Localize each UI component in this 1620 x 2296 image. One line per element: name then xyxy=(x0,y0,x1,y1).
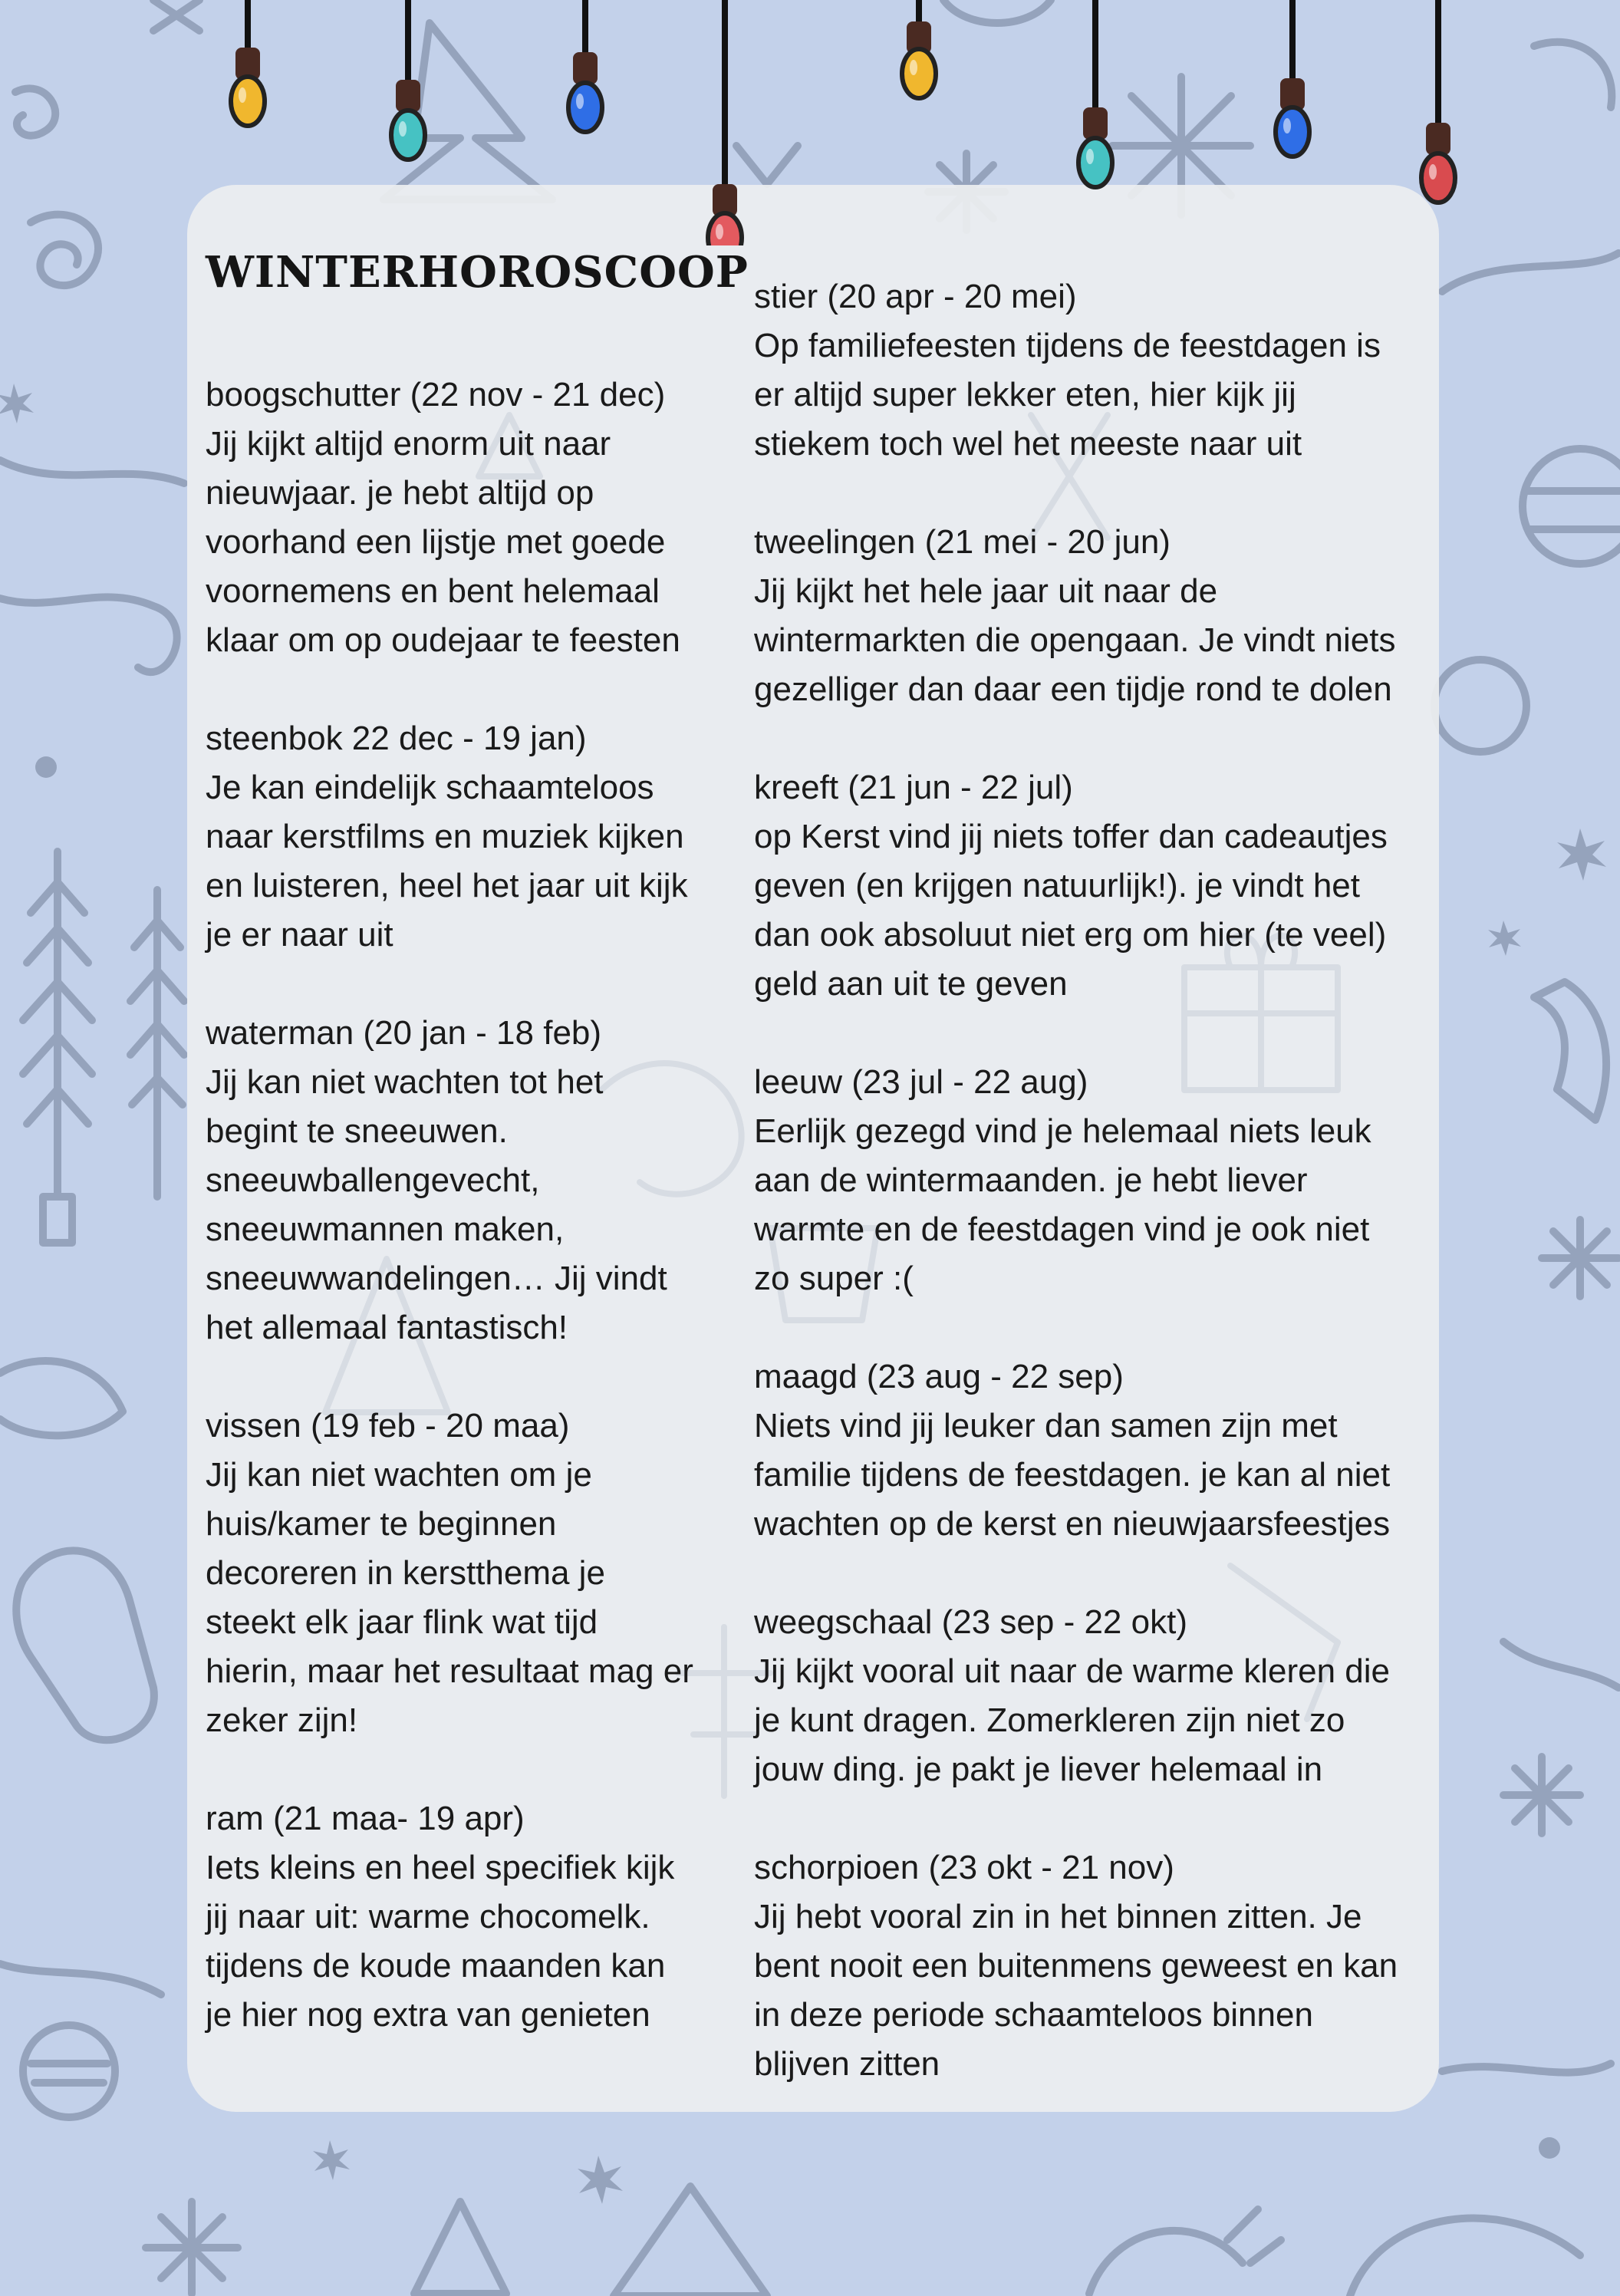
sign-text-line: aan de wintermaanden. je hebt liever xyxy=(754,1161,1308,1199)
sign-text-line: er altijd super lekker eten, hier kijk jij xyxy=(754,376,1296,413)
sign-text-line: wachten op de kerst en nieuwjaarsfeestjes xyxy=(754,1505,1391,1543)
sign-text-line: wintermarkten die opengaan. Je vindt niets xyxy=(754,621,1396,659)
sign-text-line: je kunt dragen. Zomerkleren zijn niet zo xyxy=(754,1701,1345,1739)
sign-text-line: je er naar uit xyxy=(206,916,393,954)
horoscope-entry xyxy=(206,1009,735,1352)
sign-text-line: tijdens de koude maanden kan xyxy=(206,1947,666,1985)
sign-text-line: decoreren in kerstthema je xyxy=(206,1554,605,1592)
sign-heading: waterman (20 jan - 18 feb) xyxy=(206,1014,602,1052)
horoscope-entry xyxy=(206,1794,735,2040)
sign-text-line: sneeuwwandelingen… Jij vindt xyxy=(206,1260,667,1297)
sign-text-line: bent nooit een buitenmens geweest en kan xyxy=(754,1947,1398,1985)
sign-text-line: Jij kan niet wachten om je xyxy=(206,1456,592,1494)
sign-text-line: steekt elk jaar flink wat tijd xyxy=(206,1603,598,1641)
sign-heading: tweelingen (21 mei - 20 jun) xyxy=(754,523,1171,561)
sign-heading: vissen (19 feb - 20 maa) xyxy=(206,1407,570,1444)
sign-heading: weegschaal (23 sep - 22 okt) xyxy=(754,1603,1187,1641)
sign-heading: steenbok 22 dec - 19 jan) xyxy=(206,720,587,757)
sign-text-line: zo super :( xyxy=(754,1260,914,1297)
sign-text-line: Jij kijkt vooral uit naar de warme kleren die xyxy=(754,1652,1391,1690)
horoscope-entry xyxy=(754,1352,1437,1549)
horoscope-entry xyxy=(754,1843,1437,2089)
horoscope-entry xyxy=(206,714,735,960)
sign-text-line: Jij kijkt het hele jaar uit naar de xyxy=(754,572,1218,610)
sign-text-line: het allemaal fantastisch! xyxy=(206,1309,568,1346)
sign-text-line: dan ook absoluut niet erg om hier (te veel) xyxy=(754,916,1387,954)
sign-text-line: voorhand een lijstje met goede xyxy=(206,523,666,561)
horoscope-entry xyxy=(754,1058,1437,1303)
sign-text-line: warmte en de feestdagen vind je ook niet xyxy=(754,1211,1370,1248)
sign-text-line: jij naar uit: warme chocomelk. xyxy=(206,1898,650,1935)
sign-heading: boogschutter (22 nov - 21 dec) xyxy=(206,376,666,413)
sign-text-line: Niets vind jij leuker dan samen zijn met xyxy=(754,1407,1338,1444)
sign-heading: maagd (23 aug - 22 sep) xyxy=(754,1358,1124,1395)
sign-heading: stier (20 apr - 20 mei) xyxy=(754,278,1077,315)
sign-text-line: sneeuwmannen maken, xyxy=(206,1211,565,1248)
sign-text-line: en luisteren, heel het jaar uit kijk xyxy=(206,867,688,904)
sign-text-line: zeker zijn! xyxy=(206,1701,358,1739)
horoscope-entry xyxy=(206,1402,735,1745)
sign-text-line: klaar om op oudejaar te feesten xyxy=(206,621,680,659)
sign-text-line: in deze periode schaamteloos binnen xyxy=(754,1996,1313,2034)
sign-heading: leeuw (23 jul - 22 aug) xyxy=(754,1063,1088,1101)
sign-text-line: blijven zitten xyxy=(754,2045,940,2083)
sign-text-line: geld aan uit te geven xyxy=(754,965,1068,1003)
sign-heading: schorpioen (23 okt - 21 nov) xyxy=(754,1849,1174,1886)
sign-text-line: naar kerstfilms en muziek kijken xyxy=(206,818,684,855)
horoscope-entry xyxy=(754,763,1437,1009)
sign-text-line: je hier nog extra van genieten xyxy=(206,1996,650,2034)
sign-text-line: Jij kan niet wachten tot het xyxy=(206,1063,604,1101)
sign-text-line: stiekem toch wel het meeste naar uit xyxy=(754,425,1302,463)
sign-text-line: sneeuwballengevecht, xyxy=(206,1161,540,1199)
sign-text-line: geven (en krijgen natuurlijk!). je vindt het xyxy=(754,867,1360,904)
horoscope-column-left xyxy=(206,371,735,2089)
horoscope-entry xyxy=(754,272,1437,469)
sign-text-line: op Kerst vind jij niets toffer dan cadeautjes xyxy=(754,818,1388,855)
sign-text-line: Jij kijkt altijd enorm uit naar xyxy=(206,425,611,463)
sign-text-line: Je kan eindelijk schaamteloos xyxy=(206,769,654,806)
horoscope-column-right xyxy=(754,272,1437,2138)
sign-text-line: begint te sneeuwen. xyxy=(206,1112,508,1150)
sign-text-line: voornemens en bent helemaal xyxy=(206,572,660,610)
sign-text-line: Iets kleins en heel specifiek kijk xyxy=(206,1849,675,1886)
sign-text-line: jouw ding. je pakt je liever helemaal in xyxy=(754,1751,1323,1788)
sign-text-line: familie tijdens de feestdagen. je kan al niet xyxy=(754,1456,1391,1494)
string-lights xyxy=(0,0,1620,245)
sign-text-line: huis/kamer te beginnen xyxy=(206,1505,557,1543)
horoscope-entry xyxy=(754,518,1437,714)
sign-text-line: Eerlijk gezegd vind je helemaal niets leuk xyxy=(754,1112,1371,1150)
sign-text-line: hierin, maar het resultaat mag er xyxy=(206,1652,693,1690)
sign-heading: ram (21 maa- 19 apr) xyxy=(206,1800,525,1837)
horoscope-entry xyxy=(754,1598,1437,1794)
page-title: WINTERHOROSCOOP xyxy=(206,247,749,298)
sign-text-line: Jij hebt vooral zin in het binnen zitten. Je xyxy=(754,1898,1362,1935)
sign-text-line: nieuwjaar. je hebt altijd op xyxy=(206,474,594,512)
horoscope-entry xyxy=(206,371,735,665)
sign-heading: kreeft (21 jun - 22 jul) xyxy=(754,769,1073,806)
sign-text-line: Op familiefeesten tijdens de feestdagen is xyxy=(754,327,1381,364)
sign-text-line: gezelliger dan daar een tijdje rond te dolen xyxy=(754,670,1392,708)
